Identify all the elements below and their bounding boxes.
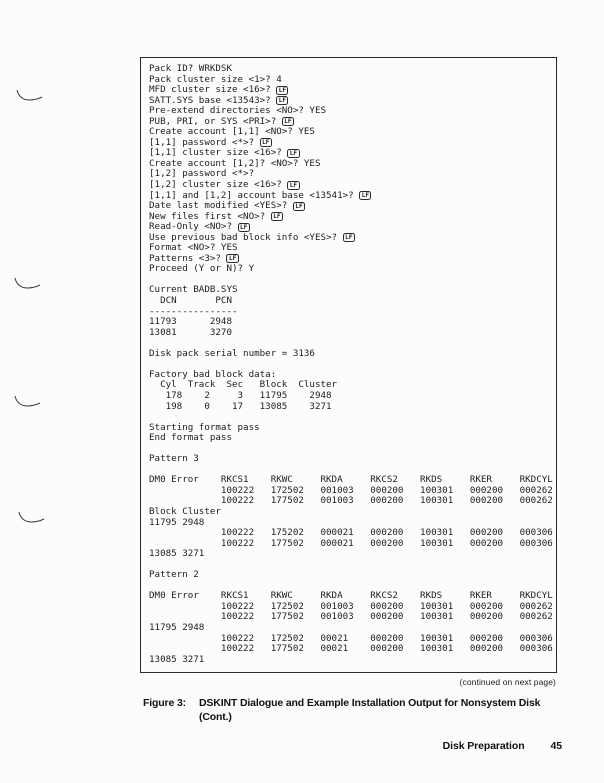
- linefeed-key-icon: LF: [276, 96, 288, 105]
- terminal-line: 13081 3270: [149, 326, 232, 338]
- linefeed-key-icon: LF: [276, 86, 288, 95]
- terminal-output-box: [140, 57, 557, 673]
- terminal-line: Factory bad block data:: [149, 368, 277, 380]
- terminal-line: Pack ID? WRKDSK: [149, 63, 232, 74]
- figure-caption-text: DSKINT Dialogue and Example Installation Output for Nonsystem Disk: [199, 697, 541, 709]
- terminal-line: SATT.SYS base <13543>? LF: [149, 96, 553, 107]
- terminal-line: 100222 177502 001003 000200 100301 000200 000262: [149, 495, 553, 507]
- terminal-line: 100222 172502 001003 000200 100301 000200 000262: [149, 484, 553, 496]
- terminal-line: Pattern 3: [149, 453, 199, 465]
- terminal-line: Format <NO>? YES: [149, 242, 238, 254]
- terminal-listing: [149, 64, 553, 665]
- figure-caption-label: Figure 3:: [143, 697, 186, 709]
- linefeed-key-icon: LF: [271, 212, 283, 221]
- footer-section-title: Disk Preparation: [442, 740, 525, 752]
- terminal-line: 100222 175202 000021 000200 100301 000200 000306: [149, 527, 553, 539]
- terminal-line: End format pass: [149, 432, 232, 444]
- margin-mark-icon: [15, 89, 43, 103]
- terminal-line: Pack cluster size <1>? 4: [149, 73, 282, 85]
- terminal-line: 178 2 3 11795 2948: [149, 389, 332, 401]
- linefeed-key-icon: LF: [260, 138, 272, 147]
- terminal-line: Create account [1,2]? <NO>? YES: [149, 157, 321, 169]
- linefeed-key-icon: LF: [359, 191, 371, 200]
- terminal-line: Block Cluster: [149, 505, 221, 517]
- terminal-line: 13085 3271: [149, 548, 205, 560]
- terminal-line: Starting format pass: [149, 421, 260, 433]
- footer-page-number: 45: [550, 740, 562, 752]
- continued-note: (continued on next page): [459, 677, 556, 687]
- terminal-line: [1,2] password <*>?: [149, 168, 255, 180]
- terminal-line: 100222 177502 00021 000200 100301 000200 000306: [149, 643, 553, 655]
- terminal-line: 100222 172502 001003 000200 100301 000200 000262: [149, 600, 553, 612]
- terminal-line: DM0 Error RKCS1 RKWC RKDA RKCS2 RKDS RKER RKDCYL: [149, 474, 553, 486]
- figure-caption-cont: (Cont.): [199, 710, 232, 723]
- terminal-line: MFD cluster size <16>? LF: [149, 85, 553, 96]
- terminal-line: [149, 560, 553, 571]
- terminal-line: Pre-extend directories <NO>? YES: [149, 105, 327, 117]
- terminal-line: Read-Only <NO>? LF: [149, 222, 553, 233]
- terminal-line: 11795 2948: [149, 516, 205, 528]
- terminal-line: ----------------: [149, 305, 238, 317]
- terminal-line: 100222 172502 00021 000200 100301 000200 000306: [149, 632, 553, 644]
- margin-mark-icon: [13, 277, 41, 291]
- linefeed-key-icon: LF: [282, 117, 294, 126]
- terminal-line: [1,1] password <*>? LF: [149, 138, 553, 149]
- terminal-line: PUB, PRI, or SYS <PRI>? LF: [149, 117, 553, 128]
- terminal-line: Create account [1,1] <NO>? YES: [149, 126, 315, 138]
- terminal-line: Disk pack serial number = 3136: [149, 347, 315, 359]
- terminal-line: [149, 412, 553, 423]
- terminal-line: New files first <NO>? LF: [149, 212, 553, 223]
- terminal-line: Date last modified <YES>? LF: [149, 201, 553, 212]
- terminal-line: [149, 444, 553, 455]
- terminal-line: Use previous bad block info <YES>? LF: [149, 233, 553, 244]
- linefeed-key-icon: LF: [287, 149, 299, 158]
- figure-caption: [143, 697, 573, 724]
- terminal-line: 11795 2948: [149, 621, 205, 633]
- linefeed-key-icon: LF: [293, 202, 305, 211]
- margin-mark-icon: [17, 511, 45, 525]
- linefeed-key-icon: LF: [287, 181, 299, 190]
- terminal-line: Proceed (Y or N)? Y: [149, 263, 255, 275]
- terminal-line: Current BADB.SYS: [149, 284, 238, 296]
- terminal-line: Patterns <3>? LF: [149, 254, 553, 265]
- terminal-line: 11793 2948: [149, 316, 232, 328]
- terminal-line: 13085 3271: [149, 653, 205, 665]
- terminal-line: 198 0 17 13085 3271: [149, 400, 332, 412]
- linefeed-key-icon: LF: [343, 233, 355, 242]
- terminal-line: DM0 Error RKCS1 RKWC RKDA RKCS2 RKDS RKER RKDCYL: [149, 590, 553, 602]
- terminal-line: Pattern 2: [149, 569, 199, 581]
- terminal-line: [1,1] cluster size <16>? LF: [149, 148, 553, 159]
- terminal-line: 100222 177502 001003 000200 100301 000200 000262: [149, 611, 553, 623]
- terminal-line: [1,1] and [1,2] account base <13541>? LF: [149, 191, 553, 202]
- page-footer: [443, 740, 562, 752]
- terminal-line: 100222 177502 000021 000200 100301 000200 000306: [149, 537, 553, 549]
- linefeed-key-icon: LF: [238, 223, 250, 232]
- margin-mark-icon: [13, 395, 41, 409]
- terminal-line: DCN PCN: [149, 295, 232, 307]
- linefeed-key-icon: LF: [226, 254, 238, 263]
- terminal-line: Cyl Track Sec Block Cluster: [149, 379, 338, 391]
- terminal-line: [1,2] cluster size <16>? LF: [149, 180, 553, 191]
